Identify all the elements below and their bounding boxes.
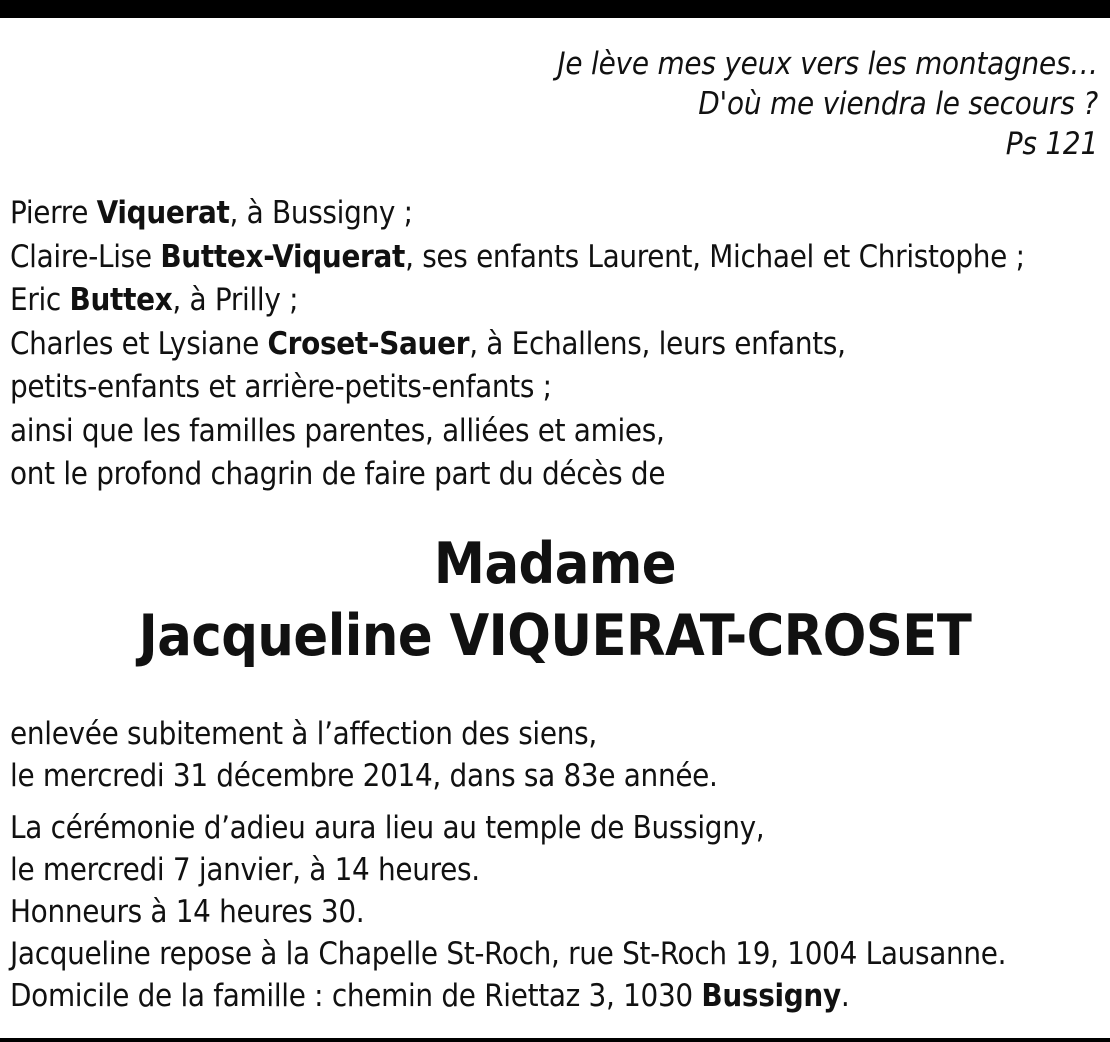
psalm-reference: Ps 121 [1005,126,1098,162]
family-text: Eric [10,282,70,318]
family-text: , à Echallens, leurs enfants, [469,325,846,362]
family-member-line [10,192,1025,236]
paragraph-gap [10,797,1006,807]
domicile-town: Bussigny [701,978,841,1014]
psalm-quote [557,44,1098,164]
family-text: Pierre [10,195,97,231]
family-text-line: ont le profond chagrin de faire part du décès de [10,456,666,492]
family-text-line: ainsi que les familles parentes, alliées et amies, [10,412,665,449]
family-member-line [10,236,1025,280]
family-text: Charles et Lysiane [10,325,268,362]
domicile-line [10,975,1006,1017]
domicile-text: Domicile de la famille : chemin de Riettaz 3, 1030 [10,978,702,1014]
family-text: , à Prilly ; [172,282,299,318]
funeral-details [10,713,1006,1017]
deceased-name: Jacqueline VIQUERAT-CROSET [138,603,972,669]
domicile-text: . [840,978,850,1014]
ceremony-line: le mercredi 7 janvier, à 14 heures. [10,852,480,888]
death-info-line: le mercredi 31 décembre 2014, dans sa 83e année. [10,758,718,794]
family-text-line: petits-enfants et arrière-petits-enfants ; [10,369,552,405]
family-text: , ses enfants Laurent, Michael et Christophe ; [405,238,1025,275]
family-surname: Buttex [69,282,173,318]
deceased-name-block [0,528,1110,672]
death-info-line: enlevée subitement à l’affection des siens, [10,716,597,752]
psalm-line-2: D'où me viendra le secours ? [698,86,1098,122]
family-member-line [10,323,1025,367]
family-surname: Viquerat [96,195,230,231]
family-surname: Buttex-Viquerat [160,238,406,275]
family-member-line [10,279,1025,323]
family-surname: Croset-Sauer [267,325,470,362]
family-announcement [10,192,1025,497]
family-text: Claire-Lise [10,238,161,275]
deceased-title: Madame [433,531,677,597]
psalm-line-1: Je lève mes yeux vers les montagnes… [557,46,1098,82]
ceremony-line: La cérémonie d’adieu aura lieu au temple de Bussigny, [10,810,765,846]
ceremony-line: Jacqueline repose à la Chapelle St-Roch, rue St-Roch 19, 1004 Lausanne. [10,936,1007,972]
ceremony-line: Honneurs à 14 heures 30. [10,894,365,930]
family-text: , à Bussigny ; [229,195,413,231]
top-border-rule [0,0,1110,18]
bottom-border-rule [0,1038,1110,1042]
